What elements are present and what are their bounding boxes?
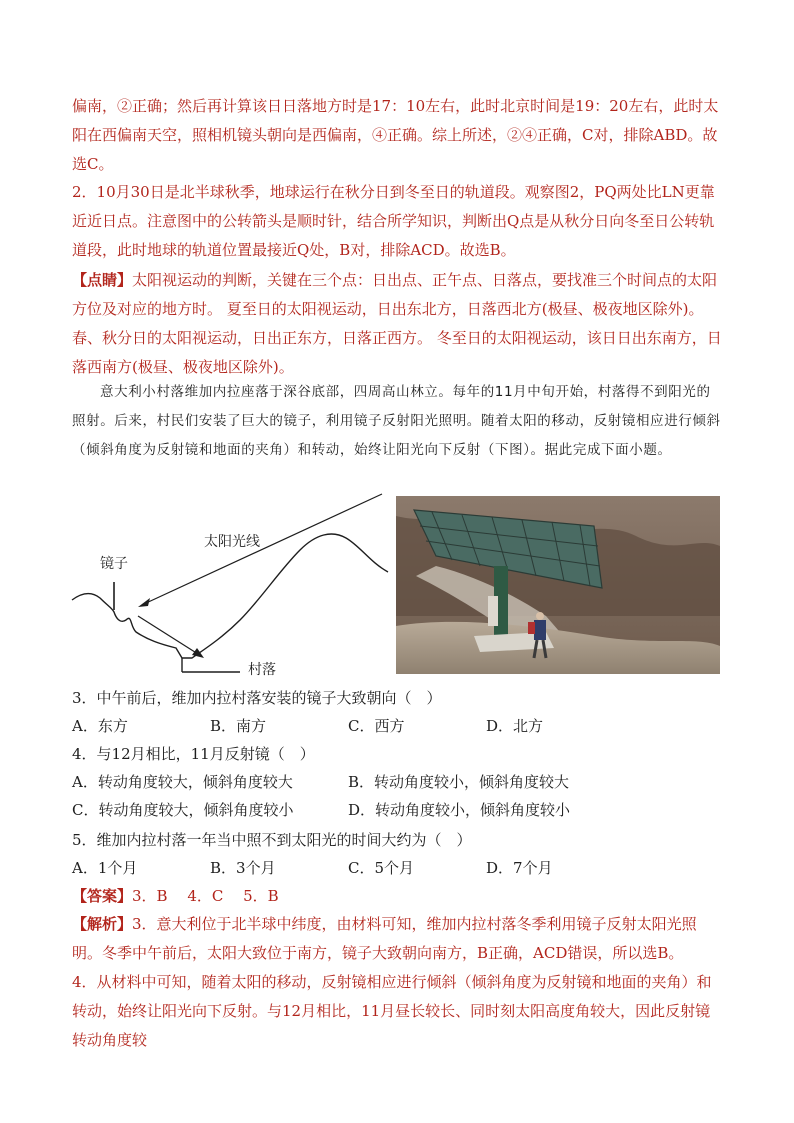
dianjing-text: 太阳视运动的判断，关键在三个点：日出点、正午点、日落点，要找准三个时间点的太阳方位及对应的地方时。 夏至日的太阳视运动，日出东北方，日落西北方(极昼、极夜地区除外)。 春、秋分日的太阳视运动，日出正东方，日落正西方。 冬至日的太阳视运动，该日日出东南方，日落西南方(极昼、极夜地区除外)。 xyxy=(72,271,722,376)
answer-tag: 【答案】 xyxy=(72,887,133,905)
question-3-stem: 3．中午前后，维加内拉村落安装的镜子大致朝向（ ） xyxy=(72,689,442,707)
dianjing-tag: 【点睛】 xyxy=(72,271,133,289)
q4-option-b[interactable]: B．转动角度较小，倾斜角度较大 xyxy=(348,773,570,791)
q3-option-a[interactable]: A．东方 xyxy=(72,717,128,735)
q3-option-c[interactable]: C．西方 xyxy=(348,717,405,735)
q3-option-b[interactable]: B．南方 xyxy=(210,717,267,735)
q4-option-c[interactable]: C．转动角度较大，倾斜角度较小 xyxy=(72,801,294,819)
question-5-stem: 5．维加内拉村落一年当中照不到太阳光的时间大约为（ ） xyxy=(72,831,472,849)
q3-option-d[interactable]: D．北方 xyxy=(486,717,544,735)
control-box xyxy=(488,596,498,626)
question-4-stem: 4．与12月相比，11月反射镜（ ） xyxy=(72,745,315,763)
mirror-photo xyxy=(396,496,720,674)
q5-option-d[interactable]: D．7个月 xyxy=(486,859,553,877)
q4-option-a[interactable]: A．转动角度较大，倾斜角度较大 xyxy=(72,773,293,791)
material-intro: 意大利小村落维加内拉座落于深谷底部，四周高山林立。每年的11月中旬开始，村落得不到阳光的照射。后来，村民们安装了巨大的镜子，利用镜子反射阳光照明。随着太阳的移动，反射镜相应进行倾斜（倾斜角度为反射镜和地面的夹角）和转动，始终让阳光向下反射（下图）。据此完成下面小题。 xyxy=(72,384,721,458)
q5-option-b[interactable]: B．3个月 xyxy=(210,859,276,877)
answer-line xyxy=(72,882,724,911)
question-5-options xyxy=(72,854,724,882)
reflected-ray xyxy=(138,616,198,654)
mirror-label: 镜子 xyxy=(100,556,128,572)
jiexi-tag: 【解析】 xyxy=(72,915,133,933)
mirror-diagram xyxy=(70,490,390,680)
explanation-paragraph-4: 4．从材料中可知，随着太阳的移动，反射镜相应进行倾斜（倾斜角度为反射镜和地面的夹角）和转动，始终让阳光向下反射。与12月相比，11月昼长较长、同时刻太阳高度角较大，因此反射镜转动角度较 xyxy=(72,973,712,1049)
question-4-options-row-1 xyxy=(72,768,724,796)
dianjing-paragraph xyxy=(72,266,724,382)
q5-option-c[interactable]: C．5个月 xyxy=(348,859,415,877)
explanation-paragraph-1: 偏南，②正确；然后再计算该日日落地方时是17：10左右，此时北京时间是19：20左右，此时太阳在西偏南天空，照相机镜头朝向是西偏南，④正确。综上所述，②④正确，C对，排除ABD。故选C。 xyxy=(72,97,719,173)
village-label: 村落 xyxy=(248,662,276,678)
sunlight-label: 太阳光线 xyxy=(204,534,260,550)
jiexi-paragraph xyxy=(72,910,724,968)
question-3-options xyxy=(72,712,724,740)
q4-option-d[interactable]: D．转动角度较小，倾斜角度较小 xyxy=(348,801,571,819)
sunlight-arrowhead xyxy=(138,598,150,607)
answer-text: 3．B 4．C 5．B xyxy=(132,887,279,905)
terrain-profile xyxy=(72,534,388,658)
jiexi-text: 3．意大利位于北半球中纬度，由材料可知，维加内拉村落冬季利用镜子反射太阳光照明。冬季中午前后，太阳大致位于南方，镜子大致朝向南方，B正确，ACD错误，所以选B。 xyxy=(72,915,697,962)
sunlight-ray xyxy=(144,494,382,604)
explanation-paragraph-2: 2．10月30日是北半球秋季，地球运行在秋分日到冬至日的轨道段。观察图2，PQ两处比LN更靠近近日点。注意图中的公转箭头是顺时针，结合所学知识，判断出Q点是从秋分日向冬至日公转轨道段，此时地球的轨道位置最接近Q处，B对，排除ACD。故选B。 xyxy=(72,183,715,259)
q5-option-a[interactable]: A．1个月 xyxy=(72,859,138,877)
question-4-options-row-2 xyxy=(72,796,724,824)
